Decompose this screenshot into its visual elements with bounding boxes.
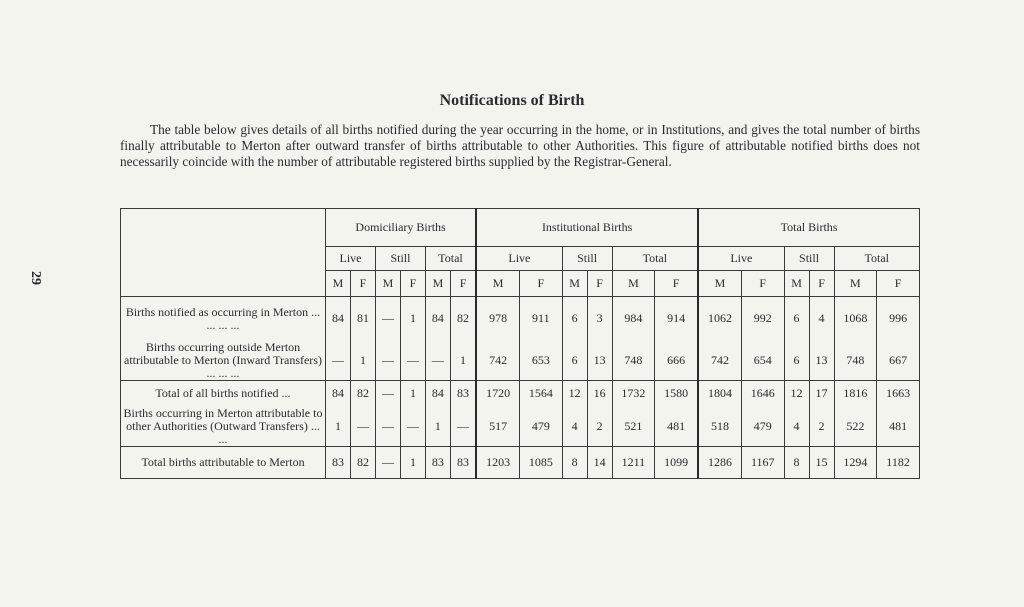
cell-value: 82 [350, 381, 375, 407]
header-m: M [612, 271, 655, 297]
header-f: F [809, 271, 834, 297]
header-f: F [450, 271, 476, 297]
cell-value: 481 [877, 407, 920, 447]
cell-value: 4 [562, 407, 587, 447]
cell-value: 1068 [834, 297, 877, 341]
cell-value: 479 [741, 407, 784, 447]
cell-value: 1182 [877, 446, 920, 478]
cell-value: 4 [809, 297, 834, 341]
header-still: Still [784, 247, 834, 271]
cell-value: 1720 [476, 381, 519, 407]
cell-value: — [375, 407, 400, 447]
cell-value: 16 [587, 381, 612, 407]
cell-value: — [375, 381, 400, 407]
cell-value: 517 [476, 407, 519, 447]
page-title: Notifications of Birth [439, 92, 585, 109]
page-number: 29 [28, 271, 43, 285]
cell-value: 984 [612, 297, 655, 341]
cell-value: 4 [784, 407, 809, 447]
cell-value: 1732 [612, 381, 655, 407]
header-f: F [520, 271, 563, 297]
table-row [121, 407, 920, 447]
table-row [121, 381, 920, 407]
cell-value: 83 [425, 446, 450, 478]
cell-value: 653 [520, 341, 563, 381]
cell-value: 3 [587, 297, 612, 341]
table-row [121, 446, 920, 478]
intro-paragraph: The table below gives details of all births notified during the year occurring in the home, or in Institutions, and gives the total number of births finally attributable to Merton after outward transfer of births attributable to other Authorities. This figure of attributable notified births does not necessarily coincide with the number of attributable registered births supplied by the Registrar-General. [120, 122, 920, 169]
cell-value: 14 [587, 446, 612, 478]
cell-value: 1580 [655, 381, 698, 407]
cell-value: — [375, 341, 400, 381]
row-label: Total births attributable to Merton [141, 454, 305, 469]
cell-value: 1 [450, 341, 476, 381]
cell-value: 748 [612, 341, 655, 381]
cell-value: 1816 [834, 381, 877, 407]
header-m: M [375, 271, 400, 297]
header-f: F [877, 271, 920, 297]
cell-value: 1 [400, 446, 425, 478]
cell-value: — [425, 341, 450, 381]
cell-value: 1 [326, 407, 351, 447]
cell-value: — [350, 407, 375, 447]
cell-value: 996 [877, 297, 920, 341]
cell-value: 81 [350, 297, 375, 341]
header-live: Live [698, 247, 784, 271]
cell-value: 2 [587, 407, 612, 447]
header-m: M [834, 271, 877, 297]
header-total: Total [612, 247, 698, 271]
cell-value: 978 [476, 297, 519, 341]
table-row [121, 297, 920, 341]
cell-value: 84 [425, 381, 450, 407]
cell-value: — [450, 407, 476, 447]
cell-value: 1 [350, 341, 375, 381]
table-row [121, 341, 920, 381]
header-m: M [698, 271, 741, 297]
cell-value: 83 [326, 446, 351, 478]
cell-value: 17 [809, 381, 834, 407]
header-total: Total [425, 247, 476, 271]
cell-value: 83 [450, 381, 476, 407]
cell-value: 911 [520, 297, 563, 341]
cell-value: 521 [612, 407, 655, 447]
header-total: Total [834, 247, 919, 271]
header-still: Still [375, 247, 425, 271]
cell-value: 82 [350, 446, 375, 478]
cell-value: 1294 [834, 446, 877, 478]
header-m: M [326, 271, 351, 297]
cell-value: — [375, 297, 400, 341]
header-m: M [562, 271, 587, 297]
header-empty-cell [121, 209, 326, 297]
cell-value: 1646 [741, 381, 784, 407]
header-total-births: Total Births [698, 209, 919, 247]
cell-value: 654 [741, 341, 784, 381]
header-still: Still [562, 247, 612, 271]
cell-value: 914 [655, 297, 698, 341]
cell-value: 8 [562, 446, 587, 478]
row-label: Births occurring in Merton attributable to other Authorities (Outward Transfers) ... ... [123, 405, 323, 446]
cell-value: 1167 [741, 446, 784, 478]
cell-value: 2 [809, 407, 834, 447]
header-f: F [741, 271, 784, 297]
births-table [120, 208, 920, 479]
cell-value: 1 [400, 381, 425, 407]
cell-value: 1286 [698, 446, 741, 478]
cell-value: 83 [450, 446, 476, 478]
cell-value: — [400, 341, 425, 381]
header-f: F [400, 271, 425, 297]
cell-value: 8 [784, 446, 809, 478]
cell-value: 748 [834, 341, 877, 381]
row-label: Total of all births notified ... [155, 386, 291, 401]
cell-value: 1 [425, 407, 450, 447]
header-f: F [587, 271, 612, 297]
header-row-groups [121, 209, 920, 247]
cell-value: 742 [698, 341, 741, 381]
cell-value: 13 [587, 341, 612, 381]
cell-value: — [375, 446, 400, 478]
cell-value: 6 [784, 297, 809, 341]
header-live: Live [476, 247, 562, 271]
cell-value: 1099 [655, 446, 698, 478]
cell-value: 13 [809, 341, 834, 381]
cell-value: 1663 [877, 381, 920, 407]
cell-value: 1211 [612, 446, 655, 478]
header-m: M [784, 271, 809, 297]
cell-value: 1062 [698, 297, 741, 341]
row-label: Births occurring outside Merton attributable to Merton (Inward Transfers) ... ... ... [124, 339, 322, 380]
header-institutional: Institutional Births [476, 209, 698, 247]
cell-value: — [326, 341, 351, 381]
cell-value: 479 [520, 407, 563, 447]
cell-value: 666 [655, 341, 698, 381]
cell-value: 6 [784, 341, 809, 381]
header-m: M [476, 271, 519, 297]
cell-value: 15 [809, 446, 834, 478]
cell-value: 1 [400, 297, 425, 341]
header-live: Live [326, 247, 376, 271]
row-label: Births notified as occurring in Merton ... ... ... ... [125, 304, 321, 332]
cell-value: 6 [562, 341, 587, 381]
cell-value: — [400, 407, 425, 447]
births-table-body [121, 297, 920, 479]
cell-value: 992 [741, 297, 784, 341]
header-f: F [655, 271, 698, 297]
cell-value: 667 [877, 341, 920, 381]
cell-value: 522 [834, 407, 877, 447]
cell-value: 1085 [520, 446, 563, 478]
cell-value: 1203 [476, 446, 519, 478]
cell-value: 742 [476, 341, 519, 381]
header-domiciliary: Domiciliary Births [326, 209, 477, 247]
header-f: F [350, 271, 375, 297]
cell-value: 84 [326, 381, 351, 407]
cell-value: 12 [784, 381, 809, 407]
header-m: M [425, 271, 450, 297]
cell-value: 12 [562, 381, 587, 407]
cell-value: 1564 [520, 381, 563, 407]
cell-value: 84 [326, 297, 351, 341]
cell-value: 481 [655, 407, 698, 447]
cell-value: 1804 [698, 381, 741, 407]
cell-value: 518 [698, 407, 741, 447]
cell-value: 82 [450, 297, 476, 341]
cell-value: 6 [562, 297, 587, 341]
cell-value: 84 [425, 297, 450, 341]
